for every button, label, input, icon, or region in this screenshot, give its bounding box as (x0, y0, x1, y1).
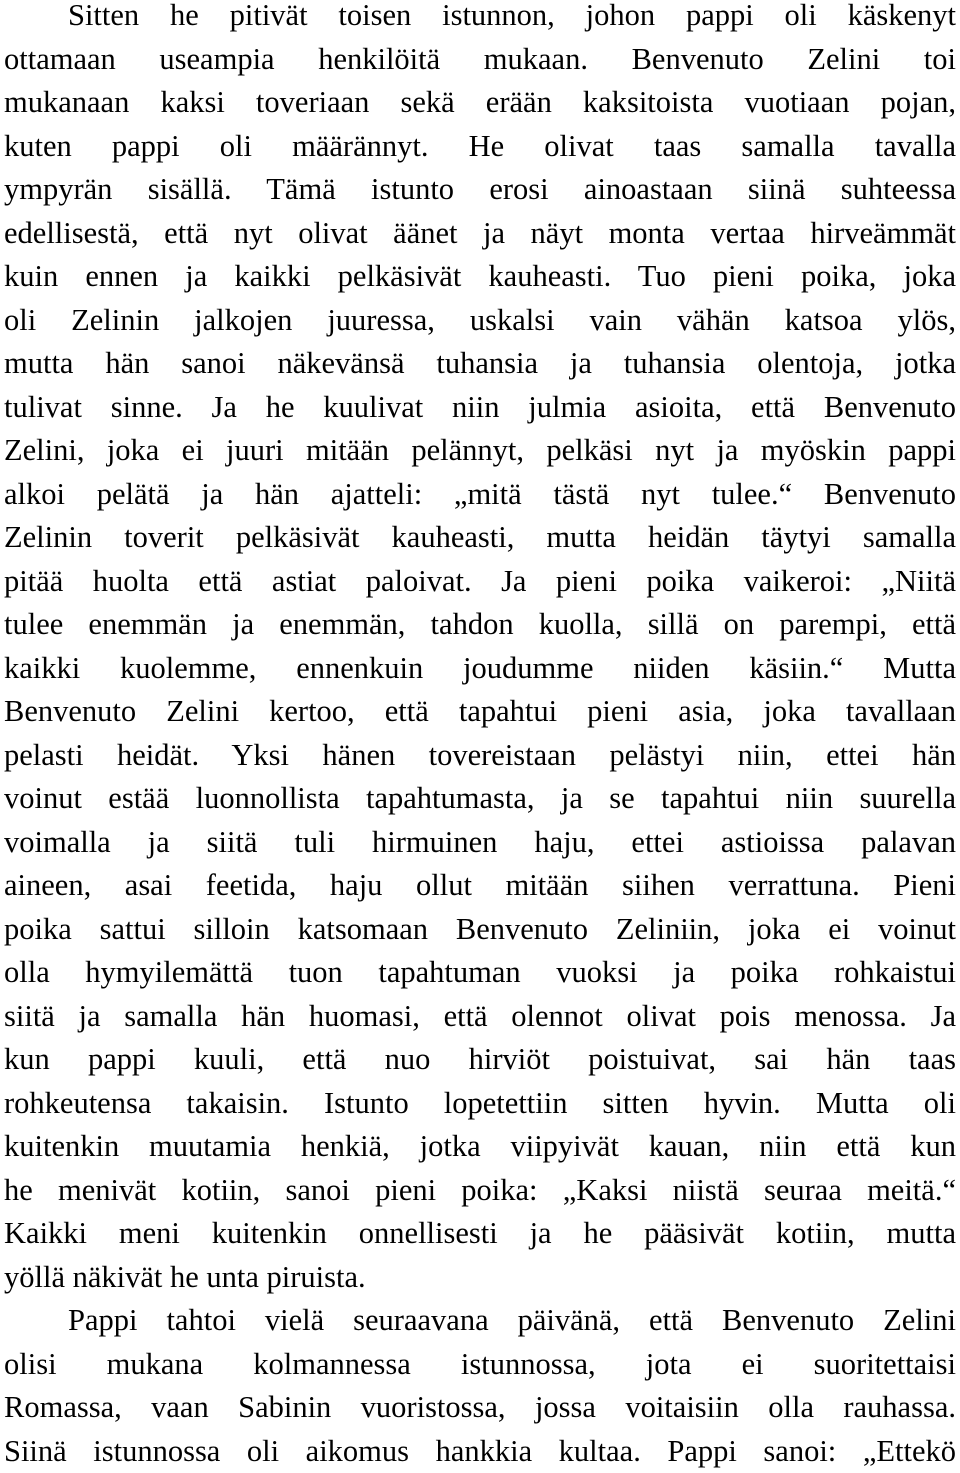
text-line: Zelinin toverit pelkäsivät kauheasti, mutta heidän täytyi samalla (4, 516, 956, 560)
paragraph-1 (4, 0, 956, 1299)
text-line: kuin ennen ja kaikki pelkäsivät kauheasti. Tuo pieni poika, joka (4, 255, 956, 299)
text-line: kuitenkin muutamia henkiä, jotka viipyivät kauan, niin että kun (4, 1125, 956, 1169)
text-line: Siinä istunnossa oli aikomus hankkia kultaa. Pappi sanoi: „Ettekö (4, 1430, 956, 1473)
text-line: Zelini, joka ei juuri mitään pelännyt, pelkäsi nyt ja myöskin pappi (4, 429, 956, 473)
text-line: he menivät kotiin, sanoi pieni poika: „Kaksi niistä seuraa meitä.“ (4, 1169, 956, 1213)
text-line: ympyrän sisällä. Tämä istunto erosi ainoastaan siinä suhteessa (4, 168, 956, 212)
text-line: poika sattui silloin katsomaan Benvenuto Zeliniin, joka ei voinut (4, 908, 956, 952)
text-line: Pappi tahtoi vielä seuraavana päivänä, että Benvenuto Zelini (4, 1299, 956, 1343)
text-line: tulee enemmän ja enemmän, tahdon kuolla, sillä on parempi, että (4, 603, 956, 647)
text-line: mutta hän sanoi näkevänsä tuhansia ja tuhansia olentoja, jotka (4, 342, 956, 386)
text-line: voinut estää luonnollista tapahtumasta, ja se tapahtui niin suurella (4, 777, 956, 821)
text-line: kuten pappi oli määrännyt. He olivat taas samalla tavalla (4, 125, 956, 169)
text-line: Sitten he pitivät toisen istunnon, johon pappi oli käskenyt (4, 0, 956, 38)
text-line: ottamaan useampia henkilöitä mukaan. Benvenuto Zelini toi (4, 38, 956, 82)
text-line: Romassa, vaan Sabinin vuoristossa, jossa voitaisiin olla rauhassa. (4, 1386, 956, 1430)
text-line: voimalla ja siitä tuli hirmuinen haju, ettei astioissa palavan (4, 821, 956, 865)
text-line: oli Zelinin jalkojen juuressa, uskalsi vain vähän katsoa ylös, (4, 299, 956, 343)
text-line: mukanaan kaksi toveriaan sekä erään kaksitoista vuotiaan pojan, (4, 81, 956, 125)
text-line: yöllä näkivät he unta piruista. (4, 1256, 956, 1300)
text-line: olisi mukana kolmannessa istunnossa, jota ei suoritettaisi (4, 1343, 956, 1387)
text-line: Benvenuto Zelini kertoo, että tapahtui pieni asia, joka tavallaan (4, 690, 956, 734)
text-line: pitää huolta että astiat paloivat. Ja pieni poika vaikeroi: „Niitä (4, 560, 956, 604)
text-line: olla hymyilemättä tuon tapahtuman vuoksi ja poika rohkaistui (4, 951, 956, 995)
text-line: siitä ja samalla hän huomasi, että olennot olivat pois menossa. Ja (4, 995, 956, 1039)
document-page (4, 0, 956, 1473)
text-line: edellisestä, että nyt olivat äänet ja näyt monta vertaa hirveämmät (4, 212, 956, 256)
text-line: pelasti heidät. Yksi hänen tovereistaan pelästyi niin, ettei hän (4, 734, 956, 778)
text-line: rohkeutensa takaisin. Istunto lopetettiin sitten hyvin. Mutta oli (4, 1082, 956, 1126)
text-line: tulivat sinne. Ja he kuulivat niin julmia asioita, että Benvenuto (4, 386, 956, 430)
text-line: Kaikki meni kuitenkin onnellisesti ja he pääsivät kotiin, mutta (4, 1212, 956, 1256)
text-line: aineen, asai feetida, haju ollut mitään siihen verrattuna. Pieni (4, 864, 956, 908)
text-line: alkoi pelätä ja hän ajatteli: „mitä tästä nyt tulee.“ Benvenuto (4, 473, 956, 517)
text-line: kun pappi kuuli, että nuo hirviöt poistuivat, sai hän taas (4, 1038, 956, 1082)
text-line: kaikki kuolemme, ennenkuin joudumme niiden käsiin.“ Mutta (4, 647, 956, 691)
paragraph-2 (4, 1299, 956, 1473)
